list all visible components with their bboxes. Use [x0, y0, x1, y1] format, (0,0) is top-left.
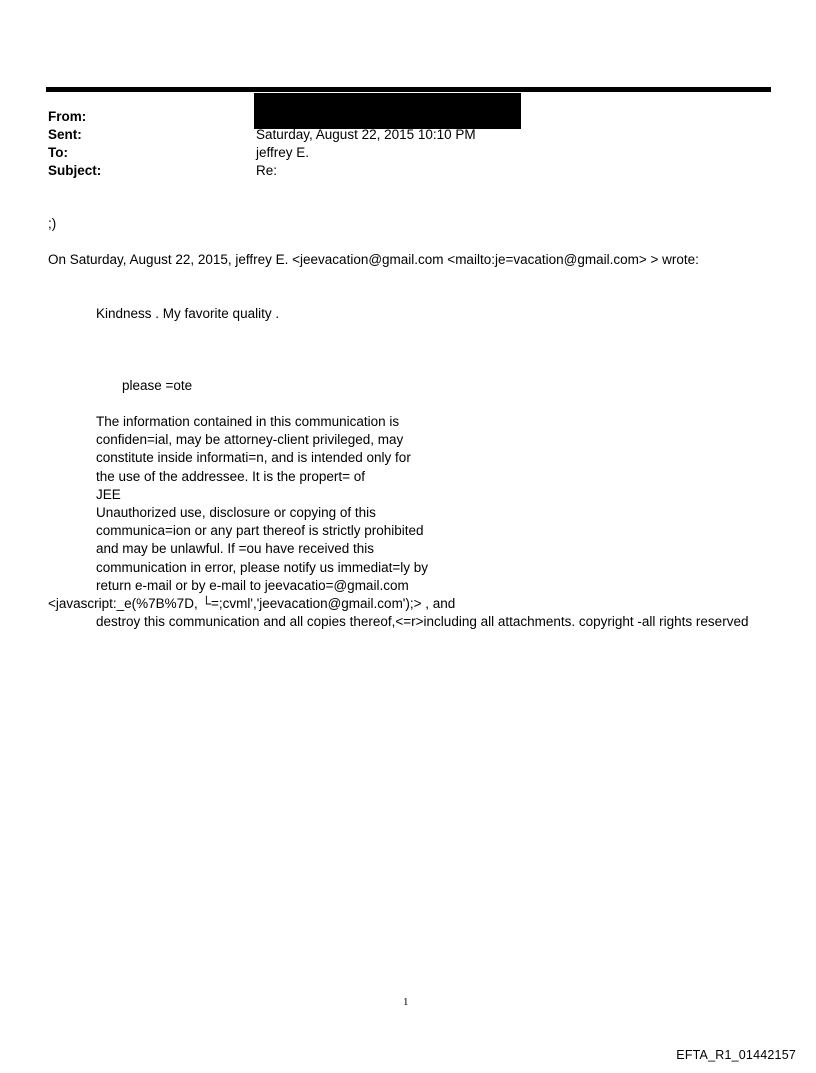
subject-label: Subject: — [48, 163, 102, 178]
disclaimer-last-line: destroy this communication and all copies thereof,<=r>including all attachments. copyright -all rights reserved — [96, 614, 749, 629]
please-note: please =ote — [122, 378, 193, 393]
disclaimer-line: constitute inside informati=n, and is intended only for — [96, 450, 411, 466]
redaction-box — [254, 93, 521, 129]
disclaimer-line: communica=ion or any part thereof is strictly prohibited — [96, 523, 424, 539]
quote-intro: On Saturday, August 22, 2015, jeffrey E. <jeevacation@gmail.com <mailto:je=vacation@gmail.com> > wrote: — [48, 252, 699, 267]
quoted-line: Kindness . My favorite quality . — [96, 306, 280, 321]
disclaimer-line: the use of the addressee. It is the propert= of — [96, 468, 366, 484]
document-id: EFTA_R1_01442157 — [676, 1048, 796, 1062]
page-number: 1 — [403, 996, 409, 1008]
javascript-link-line: <javascript:_e(%7B%7D, └=;cvml','jeevacation@gmail.com');> , and — [48, 596, 456, 611]
subject-value: Re: — [256, 163, 278, 178]
sent-value: Saturday, August 22, 2015 10:10 PM — [256, 127, 476, 142]
to-label: To: — [48, 145, 68, 160]
disclaimer-line: communication in error, please notify us immediat=ly by — [96, 559, 429, 575]
disclaimer-line: return e-mail or by e-mail to jeevacatio=@gmail.com — [96, 577, 409, 593]
disclaimer-line: and may be unlawful. If =ou have received this — [96, 541, 375, 557]
disclaimer-line: Unauthorized use, disclosure or copying of this — [96, 505, 376, 521]
reply-text: ;) — [48, 216, 57, 231]
disclaimer-block — [96, 413, 428, 595]
from-label: From: — [48, 109, 87, 124]
disclaimer-line: confiden=ial, may be attorney-client privileged, may — [96, 432, 404, 448]
header-rule — [46, 87, 771, 92]
disclaimer-line: The information contained in this communication is — [96, 414, 400, 429]
sent-label: Sent: — [48, 127, 82, 142]
disclaimer-line: JEE — [96, 486, 121, 502]
to-value: jeffrey E. — [256, 145, 310, 160]
